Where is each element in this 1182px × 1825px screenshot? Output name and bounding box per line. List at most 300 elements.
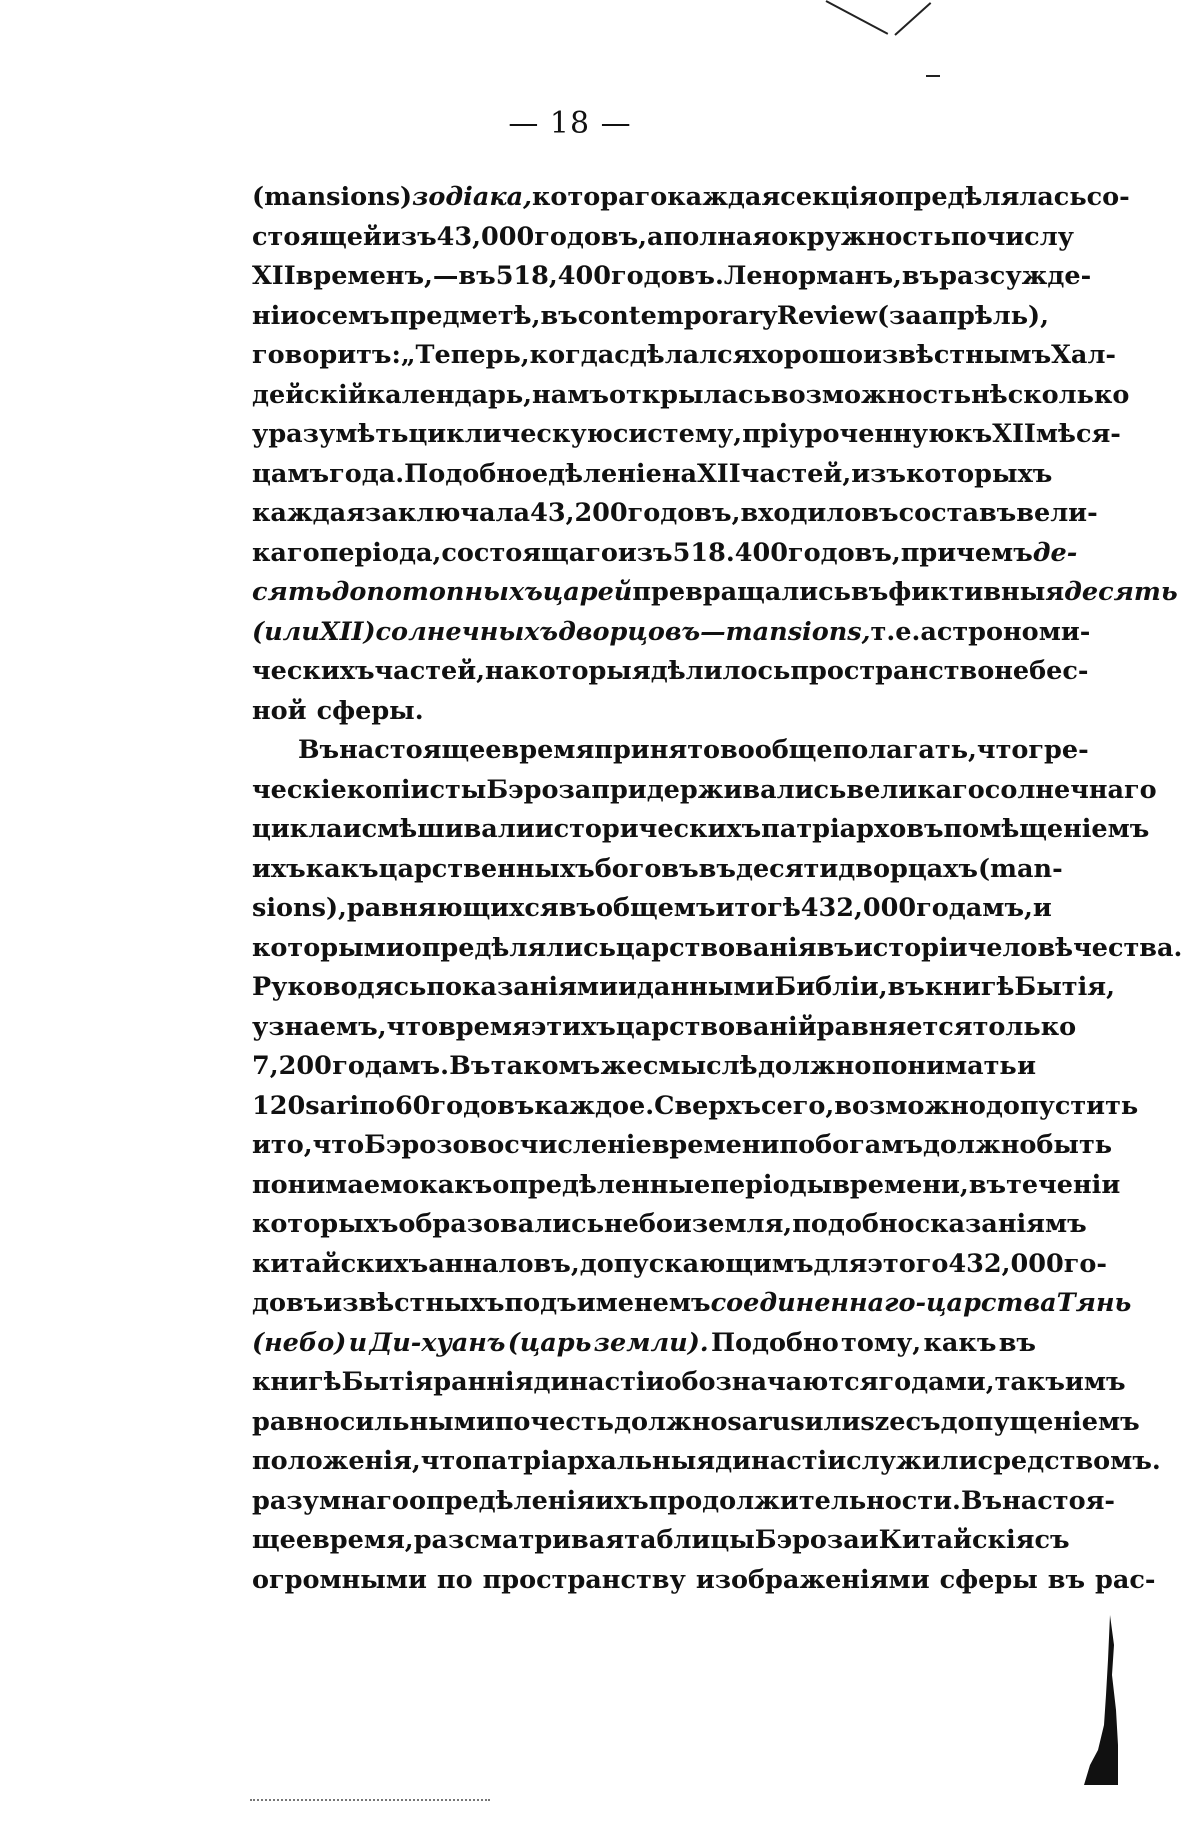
word: въ	[851, 577, 889, 607]
word: династіи	[533, 1367, 665, 1397]
word: когда	[529, 340, 615, 370]
word: года.	[329, 458, 405, 489]
word: 60	[394, 1090, 431, 1121]
word: ческихъ	[252, 656, 375, 686]
word: цамъ	[252, 458, 330, 489]
word: годовъ,	[787, 537, 901, 568]
text-line	[252, 297, 1050, 337]
word: со-	[1086, 182, 1130, 212]
word: каждая	[667, 182, 781, 212]
word: по	[779, 1130, 816, 1160]
word: въ	[558, 893, 596, 923]
word: и	[342, 814, 362, 844]
word: Въ	[449, 1051, 491, 1081]
word: (небо)	[252, 1327, 347, 1358]
word: и	[1032, 893, 1052, 923]
word: солнечнаго	[984, 774, 1157, 805]
text-line	[252, 336, 1117, 376]
word: о	[299, 300, 317, 331]
word: намъ	[532, 379, 609, 410]
word: апрѣль),	[921, 300, 1050, 331]
text-line	[252, 968, 1115, 1008]
word: помѣщеніемъ	[943, 814, 1150, 844]
word: что	[420, 1446, 473, 1476]
word: дворцахъ	[838, 853, 978, 884]
word: и	[672, 1209, 692, 1239]
word: что	[386, 1011, 439, 1042]
word: 518.400	[672, 537, 788, 568]
word: великаго	[846, 774, 985, 805]
word: что	[976, 735, 1029, 765]
word: (man-	[977, 853, 1063, 884]
word: sarus	[727, 1406, 805, 1437]
word: т.	[870, 616, 896, 647]
word: мѣся-	[1035, 419, 1121, 449]
word: и	[618, 972, 637, 1002]
word: историческихъ	[534, 814, 762, 844]
word: каждое.	[534, 1090, 655, 1121]
word: настоя-	[1002, 1485, 1116, 1516]
page-number: — 18 —	[508, 106, 632, 141]
word: 432,000	[800, 893, 917, 923]
word: должно	[923, 1130, 1037, 1160]
word: подъ	[504, 1288, 577, 1318]
word: (или	[252, 616, 320, 647]
word: счисленіе	[504, 1130, 652, 1160]
word: и	[252, 1130, 271, 1160]
word: Ленорманъ,	[723, 261, 902, 291]
word: Библіи,	[774, 972, 888, 1002]
word: (mansions)	[252, 182, 413, 212]
text-line	[252, 889, 1052, 929]
word: равносильными	[252, 1406, 495, 1437]
text-line	[252, 1087, 1139, 1127]
word: дѣлилось	[650, 656, 791, 686]
text-line	[252, 534, 1078, 574]
word: sze	[860, 1406, 906, 1437]
word: земли).	[593, 1327, 709, 1358]
word: понимаемо	[252, 1169, 420, 1200]
word: дворцовъ—mansions,	[558, 616, 871, 647]
word: sari	[305, 1090, 360, 1121]
scan-mark	[826, 0, 889, 35]
word: возможность	[770, 379, 972, 410]
word: пространство	[790, 656, 995, 686]
word: раннія	[433, 1367, 534, 1397]
word: временъ,—въ	[295, 261, 496, 291]
word: съ	[1034, 1525, 1070, 1555]
word: положенія,	[252, 1446, 421, 1476]
text-line	[252, 257, 1092, 297]
word: го-	[1063, 1248, 1107, 1279]
word: обозначаются	[664, 1367, 879, 1397]
word: царственныхъ	[378, 853, 595, 884]
word: Ди-хуанъ	[369, 1327, 506, 1358]
text-line	[252, 1205, 1087, 1245]
word: настоящее	[339, 735, 502, 765]
word: этого	[867, 1248, 949, 1279]
word: каждая	[252, 498, 366, 528]
text-line	[252, 455, 1053, 495]
word: показаніями	[426, 972, 618, 1002]
word: къ	[954, 419, 993, 449]
word: данными	[636, 972, 775, 1002]
word: продолжительности.	[648, 1485, 961, 1516]
word: сферы	[939, 1564, 1038, 1595]
word: въ	[998, 1327, 1036, 1358]
word: пріуроченную	[742, 419, 955, 449]
text-line	[252, 1008, 1077, 1048]
word: полная	[663, 221, 772, 252]
word: равняется	[816, 1011, 973, 1042]
text-line	[252, 771, 1157, 811]
word: царствованія	[615, 932, 817, 963]
word: которыми	[252, 932, 405, 963]
word: придерживались	[591, 774, 847, 805]
word: XII)	[319, 616, 376, 647]
word: и	[348, 1327, 368, 1358]
word: котораго	[532, 182, 668, 212]
word: фиктивныя	[888, 577, 1065, 607]
word: допускающимъ	[579, 1248, 814, 1279]
word: 43,000	[436, 221, 535, 252]
word: Подобно	[710, 1327, 839, 1358]
word: которыя	[520, 656, 651, 686]
word: опредѣленные	[492, 1169, 711, 1200]
word: 43,200	[530, 498, 628, 528]
word: sions),	[252, 893, 347, 923]
text-line	[252, 810, 1150, 850]
word: ихъ	[252, 853, 306, 884]
word: на	[661, 458, 698, 489]
word: нѣсколько	[971, 379, 1130, 410]
word: годовъ.	[611, 261, 724, 291]
word: семъ	[316, 300, 390, 331]
word: средствомъ.	[977, 1446, 1161, 1476]
word: времени	[651, 1130, 780, 1160]
word: сказаніямъ	[914, 1209, 1087, 1239]
word: почесть	[494, 1406, 614, 1437]
text-line	[252, 1166, 1121, 1206]
word: изъ	[381, 221, 437, 252]
word: опредѣленія	[408, 1485, 595, 1516]
word: сять	[252, 577, 332, 607]
word: годамъ.	[332, 1051, 449, 1081]
word: чемъ	[956, 537, 1033, 568]
word: зодіака,	[412, 182, 533, 212]
word: составъ	[898, 498, 1017, 528]
word: тому,	[841, 1327, 922, 1358]
word: календарь,	[366, 379, 533, 410]
word: патріарховъ	[761, 814, 944, 844]
word: служили	[846, 1446, 978, 1476]
word: книгѣ	[252, 1367, 342, 1397]
word: уразумѣть	[252, 419, 409, 449]
text-line	[252, 731, 1089, 771]
word: извѣстныхъ	[323, 1288, 505, 1318]
word: таблицы	[624, 1525, 755, 1555]
word: годовъ	[430, 1090, 535, 1121]
word: по	[950, 221, 987, 252]
word: по	[359, 1090, 395, 1121]
text-line	[252, 494, 1098, 534]
word: годовъ,	[627, 498, 741, 528]
word: при	[900, 537, 957, 568]
word: годовъ,	[534, 221, 648, 252]
text-line	[252, 929, 1182, 969]
word: Бэрозово	[364, 1130, 505, 1160]
word: съ	[905, 1406, 941, 1437]
word: (царь	[507, 1327, 592, 1358]
text-line	[252, 1245, 1107, 1285]
word: на	[485, 656, 521, 686]
word: Сверхъ	[654, 1090, 761, 1121]
word: такомъ	[490, 1051, 601, 1081]
word: превращались	[632, 577, 851, 607]
word: вели-	[1016, 498, 1098, 528]
word: патріархальныя	[472, 1446, 716, 1476]
word: Въ	[960, 1485, 1003, 1516]
word: царей	[542, 577, 633, 607]
word: въ	[540, 300, 578, 331]
word: узнаемъ,	[252, 1011, 387, 1042]
word: ной	[252, 695, 307, 726]
word: земля,	[691, 1209, 793, 1239]
word: которыхъ	[905, 458, 1053, 489]
word: подобно	[792, 1209, 915, 1239]
word: contemporary	[577, 300, 777, 331]
word: итогѣ	[715, 893, 801, 923]
word: хорошо	[751, 340, 864, 370]
word: періоды	[710, 1169, 833, 1200]
word: исторіи	[853, 932, 968, 963]
word: времени,	[832, 1169, 969, 1200]
word: что	[312, 1130, 365, 1160]
word: такъ	[994, 1367, 1065, 1397]
word: только	[972, 1011, 1077, 1042]
word: же	[600, 1051, 643, 1081]
word: время	[501, 735, 595, 765]
word: 518,400	[495, 261, 612, 291]
word: ческіе	[252, 774, 347, 805]
word: богамъ	[815, 1130, 923, 1160]
word: цикла	[252, 814, 343, 844]
word: анналовъ,	[428, 1248, 580, 1279]
word: въ	[1047, 1564, 1086, 1595]
word: и	[859, 1525, 879, 1555]
word: Тянь	[1056, 1288, 1132, 1318]
word: изъ	[851, 458, 906, 489]
word: десять	[1064, 577, 1178, 607]
word: XII	[697, 458, 741, 489]
word: быть	[1036, 1130, 1113, 1160]
word: должно	[613, 1406, 728, 1437]
word: разсужде-	[939, 261, 1092, 291]
word: или	[804, 1406, 861, 1437]
word: сего,	[761, 1090, 835, 1121]
word: Бэроза	[754, 1525, 860, 1555]
word: имъ	[1064, 1367, 1126, 1397]
word: копіисты	[346, 774, 487, 805]
word: равняющихся	[346, 893, 559, 923]
word: Хал-	[1051, 340, 1117, 370]
word: а	[647, 221, 664, 252]
word: возможно	[834, 1090, 986, 1121]
word: разсматривая	[413, 1525, 625, 1555]
word: общемъ	[595, 893, 716, 923]
text-line	[252, 1482, 1116, 1522]
word: періода,	[319, 537, 442, 568]
word: Подобное	[404, 458, 549, 489]
word: довъ	[252, 1288, 324, 1318]
text-line	[252, 692, 1036, 732]
word: этихъ	[530, 1011, 616, 1042]
word: годамъ,	[916, 893, 1033, 923]
body-text	[252, 178, 1182, 1600]
text-line	[252, 1126, 1113, 1166]
word: „Теперь,	[400, 340, 530, 370]
word: открылась	[608, 379, 771, 410]
text-line	[252, 1324, 1036, 1364]
word: (за	[876, 300, 922, 331]
word: пространству	[482, 1564, 686, 1595]
scan-mark	[894, 2, 931, 36]
word: числу	[986, 221, 1075, 252]
word: китайскихъ	[252, 1248, 429, 1279]
text-line	[252, 1363, 1126, 1403]
word: какъ	[419, 1169, 493, 1200]
word: де-	[1032, 537, 1078, 568]
text-line	[252, 573, 1178, 613]
word: дейскій	[252, 379, 367, 410]
word: 7,200	[252, 1051, 332, 1081]
word: въ	[861, 498, 899, 528]
word: соединеннаго-царства	[710, 1288, 1057, 1318]
text-line	[252, 652, 1089, 692]
word: допотопныхъ	[331, 577, 543, 607]
word: полагать,	[832, 735, 977, 765]
text-line	[252, 1442, 1161, 1482]
text-line	[252, 1561, 1156, 1601]
text-line	[252, 415, 1121, 455]
word: извѣстнымъ	[863, 340, 1052, 370]
word: дѣленіе	[548, 458, 662, 489]
word: ихъ	[594, 1485, 649, 1516]
word: годами,	[878, 1367, 995, 1397]
word: предметѣ,	[389, 300, 541, 331]
word: разумнаго	[252, 1485, 409, 1516]
word: боговъ	[594, 853, 699, 884]
word: человѣчества.	[967, 932, 1182, 963]
word: по	[436, 1564, 473, 1595]
word: изображеніями	[695, 1564, 930, 1595]
word: какъ	[923, 1327, 997, 1358]
word: принято	[594, 735, 721, 765]
text-line	[252, 1047, 1036, 1087]
word: секція	[780, 182, 878, 212]
text-line	[252, 850, 1063, 890]
word: 432,000	[948, 1248, 1064, 1279]
word: десяти	[735, 853, 839, 884]
word: въ	[968, 1169, 1007, 1200]
word: е.	[895, 616, 921, 647]
text-line	[252, 218, 1075, 258]
text-line	[252, 1521, 1070, 1561]
word: рас-	[1095, 1564, 1156, 1595]
word: допущеніемъ	[940, 1406, 1140, 1437]
word: солнечныхъ	[375, 616, 559, 647]
scan-dots	[250, 1799, 490, 1807]
word: XII	[992, 419, 1036, 449]
word: состоящаго	[441, 537, 618, 568]
word: огромными	[252, 1564, 427, 1595]
word: сдѣлался	[614, 340, 752, 370]
word: допустить	[985, 1090, 1139, 1121]
word: окружность	[771, 221, 951, 252]
word: частей,	[740, 458, 852, 489]
word: небо	[604, 1209, 673, 1239]
scan-blot	[1080, 1615, 1118, 1785]
word: вообще	[720, 735, 833, 765]
word: Бытія	[341, 1367, 434, 1397]
word: царствованій	[615, 1011, 817, 1042]
word: именемъ	[576, 1288, 711, 1318]
word: гре-	[1028, 735, 1089, 765]
word: циклическую	[408, 419, 613, 449]
word: время	[438, 1011, 531, 1042]
word: которыхъ	[252, 1209, 399, 1239]
scan-mark	[926, 75, 940, 77]
word: Бытія,	[1014, 972, 1115, 1002]
word: понимать	[871, 1051, 1017, 1081]
word: систему,	[612, 419, 743, 449]
word: Review	[776, 300, 877, 331]
word: смѣшивали	[361, 814, 535, 844]
word: опредѣлялась	[877, 182, 1087, 212]
word: для	[813, 1248, 868, 1279]
word: каго	[252, 537, 320, 568]
word: книгѣ	[924, 972, 1015, 1002]
word: Въ	[298, 735, 340, 765]
word: частей,	[374, 656, 486, 686]
word: Руководясь	[252, 972, 427, 1002]
text-line	[252, 376, 1130, 416]
word: щее	[252, 1525, 313, 1555]
word: теченіи	[1006, 1169, 1121, 1200]
word: и	[1017, 1051, 1036, 1081]
word: астрономи-	[920, 616, 1091, 647]
word: въ	[698, 853, 736, 884]
word: изъ	[617, 537, 673, 568]
word: то,	[270, 1130, 313, 1160]
text-line	[252, 1284, 1132, 1324]
word: образовались	[398, 1209, 605, 1239]
word: стоящей	[252, 221, 382, 252]
word: XII	[252, 261, 296, 291]
word: въ	[816, 932, 854, 963]
word: говоритъ:	[252, 340, 401, 370]
word: входило	[740, 498, 862, 528]
word: небес-	[994, 656, 1089, 686]
word: время,	[312, 1525, 414, 1555]
word: въ	[887, 972, 925, 1002]
word: должно	[757, 1051, 872, 1081]
word: Бэроза	[486, 774, 592, 805]
word: ніи	[252, 300, 300, 331]
word: Китайскія	[878, 1525, 1035, 1555]
word: сферы.	[316, 695, 424, 726]
word: смыслѣ	[642, 1051, 758, 1081]
